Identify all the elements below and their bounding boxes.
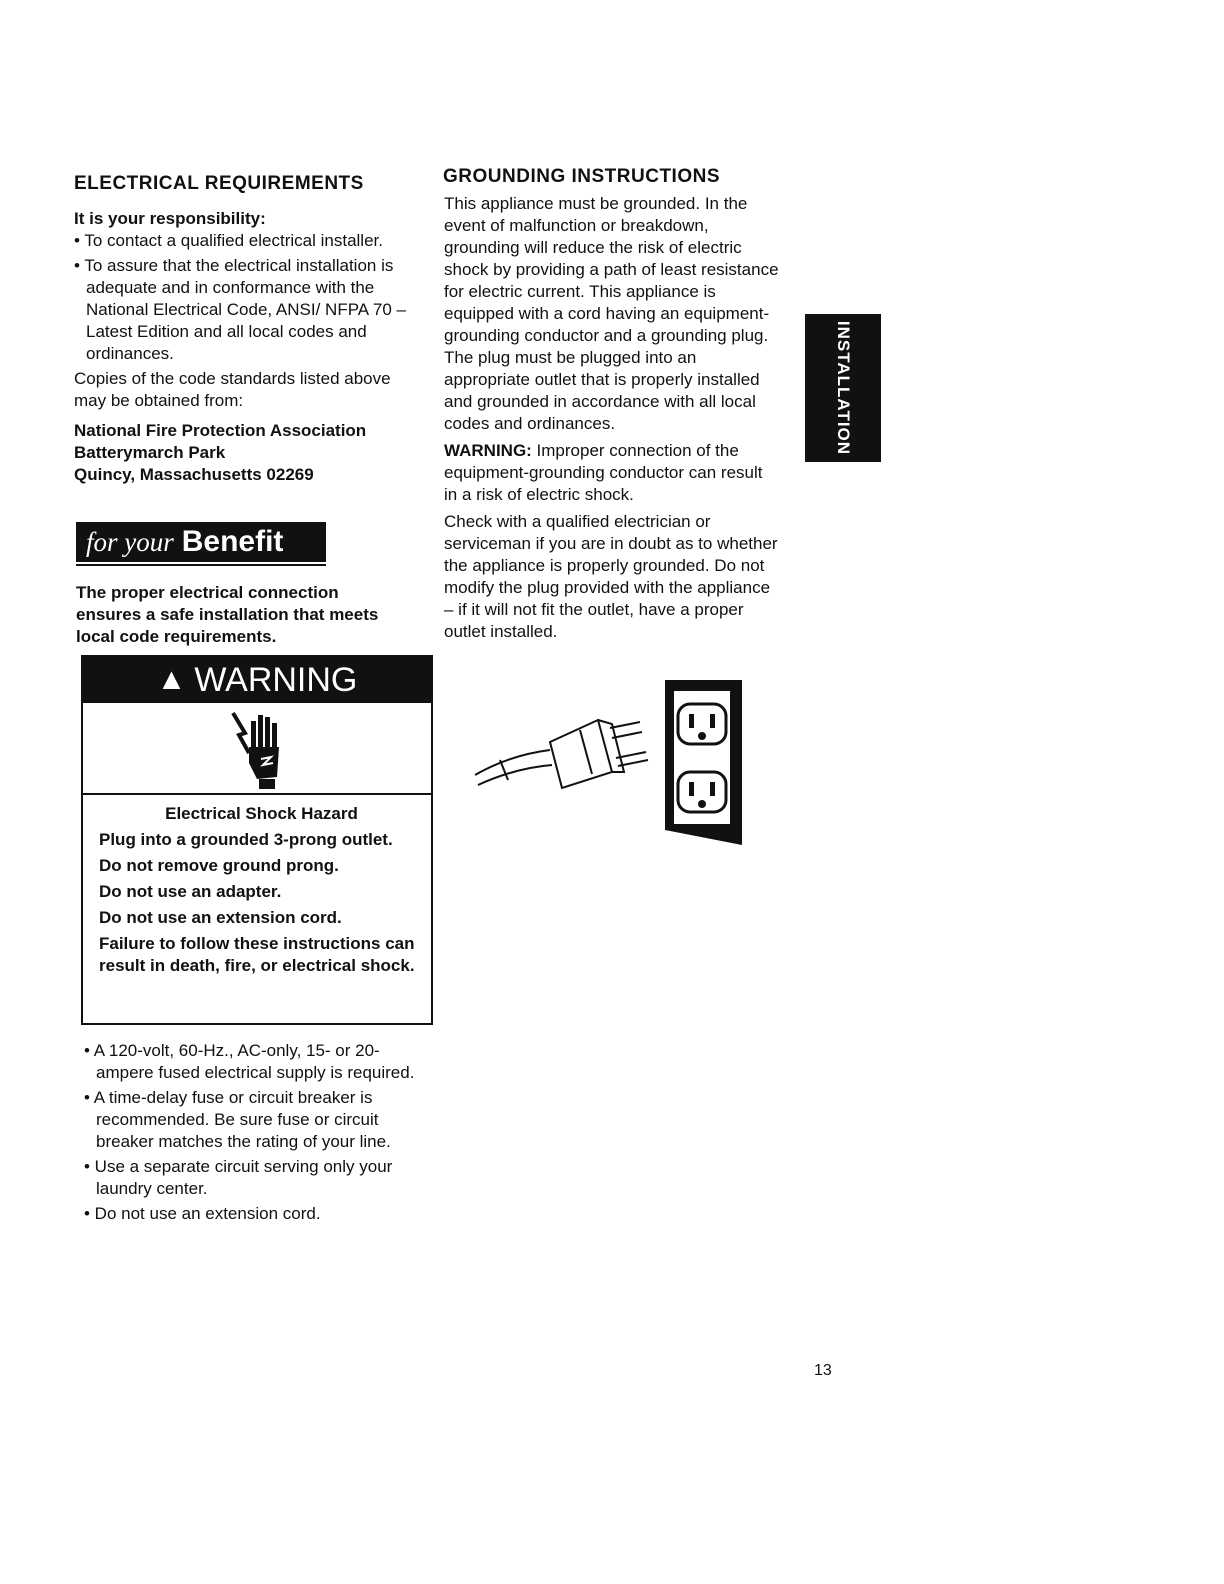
page-number: 13: [814, 1362, 832, 1379]
grounding-warning-paragraph: [444, 440, 779, 506]
electrical-requirements-heading: ELECTRICAL REQUIREMENTS: [74, 173, 364, 194]
grounding-text: [444, 193, 779, 648]
benefit-underline: [76, 564, 326, 566]
responsibility-label: It is your responsibility:: [74, 209, 266, 228]
warning-header: [83, 657, 431, 703]
installation-side-tab: [805, 314, 881, 462]
warning-line: Do not use an adapter.: [99, 882, 282, 901]
power-cord-icon: [475, 720, 648, 788]
warning-line: Plug into a grounded 3-prong outlet.: [99, 830, 393, 849]
benefit-text: Benefit: [181, 525, 284, 558]
warning-title: Electrical Shock Hazard: [165, 804, 358, 823]
requirement-item: • Do not use an extension cord.: [84, 1204, 321, 1223]
requirement-item: • A time-delay fuse or circuit breaker is recommended. Be sure fuse or circuit breaker matches the rating of your line.: [84, 1088, 391, 1151]
grounding-warning-label: WARNING:: [444, 441, 532, 460]
grounding-warning-text: Improper connection of the equipment-grounding conductor can result in a risk of electric shock.: [444, 441, 763, 504]
nfpa-address: [74, 420, 434, 486]
grounding-paragraph: This appliance must be grounded. In the event of malfunction or breakdown, grounding will reduce the risk of electric shock by providing a path of least resistance for electric current. This appliance is equipped with a cord having an equipment-grounding conductor and a grounding plug. The plug must be plugged into an appropriate outlet that is properly installed and grounded in accordance with all local codes and ordinances.: [444, 194, 779, 433]
requirement-item: • A 120-volt, 60-Hz., AC-only, 15- or 20-ampere fused electrical supply is required.: [84, 1041, 415, 1082]
responsibility-item: • To assure that the electrical installation is adequate and in conformance with the National Electrical Code, ANSI/ NFPA 70 – Latest Edition and all local codes and ordinances.: [74, 256, 407, 363]
wall-outlet-icon: [665, 680, 742, 845]
for-your-text: for your: [86, 526, 174, 557]
warning-body: [99, 803, 424, 981]
requirement-item: • Use a separate circuit serving only your laundry center.: [84, 1157, 393, 1198]
warning-line: Do not remove ground prong.: [99, 856, 339, 875]
warning-line: Do not use an extension cord.: [99, 908, 342, 927]
warning-icon-area: [83, 703, 431, 795]
warning-header-text: WARNING: [194, 660, 358, 699]
address-line: Quincy, Massachusetts 02269: [74, 465, 314, 484]
for-your-benefit-banner: [76, 522, 326, 562]
side-tab-label: INSTALLATION: [834, 320, 853, 456]
address-line: Batterymarch Park: [74, 443, 226, 462]
grounding-instructions-heading: GROUNDING INSTRUCTIONS: [443, 166, 720, 187]
shock-hazard-icon: [227, 707, 287, 791]
warning-line: Failure to follow these instructions can result in death, fire, or electrical shock.: [99, 934, 415, 975]
address-line: National Fire Protection Association: [74, 421, 367, 440]
warning-triangle-icon: ▲: [156, 663, 187, 696]
responsibility-section: [74, 208, 424, 416]
warning-box: [81, 655, 433, 1025]
copies-text: Copies of the code standards listed above may be obtained from:: [74, 369, 391, 410]
responsibility-item: • To contact a qualified electrical installer.: [74, 231, 383, 250]
plug-outlet-illustration: [470, 680, 750, 850]
grounding-paragraph: Check with a qualified electrician or serviceman if you are in doubt as to whether the appliance is properly grounded. Do not modify the plug provided with the appliance – if it will not fit the outlet, have a proper outlet installed.: [444, 512, 778, 641]
benefit-description: The proper electrical connection ensures a safe installation that meets local code requirements.: [76, 583, 379, 646]
electrical-requirements-list: [84, 1040, 434, 1228]
